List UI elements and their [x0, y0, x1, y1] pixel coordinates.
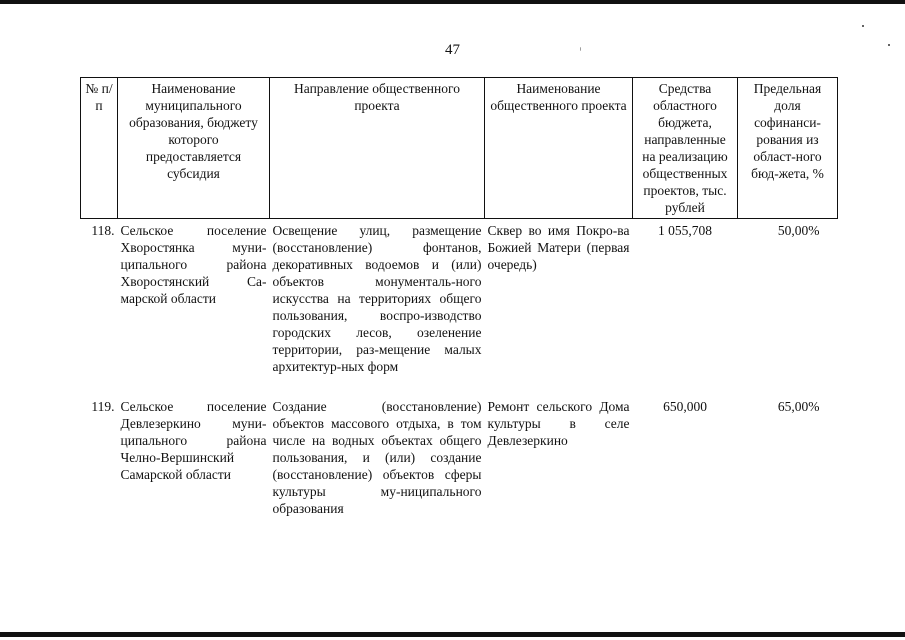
scan-edge-top [0, 0, 905, 4]
table-header-row [81, 78, 838, 219]
row-number: 119. [91, 399, 115, 414]
table-row [81, 395, 838, 537]
row-direction: Создание (восстановление) объектов массового отдыха, в том числе на водных объектах общего пользования, и (или) создание (восстановление) объектов сферы культуры му-ниципального образования [272, 399, 482, 516]
header-funds: Средства областного бюджета, направленные на реализацию общественных проектов, тыс. рублей [633, 78, 738, 219]
header-municipality: Наименование муниципального образования, бюджету которого предоставляется субсидия [118, 78, 270, 219]
table-row [81, 219, 838, 396]
header-project: Наименование общественного проекта [485, 78, 633, 219]
row-share: 65,00% [777, 399, 820, 414]
row-municipality: Сельское поселение Хворостянка муни-ципального района Хворостянский Са-марской области [120, 223, 267, 306]
row-direction: Освещение улиц, размещение (восстановление) фонтанов, декоративных водоемов и (или) объектов монументаль-ного искусства на территориях общего пользования, воспро-изводство городских лесов, озеленение территории, раз-мещение малых архитектур-ных форм [272, 223, 482, 374]
row-funds: 650,000 [663, 399, 707, 414]
subsidy-table [80, 77, 838, 537]
scan-edge-bottom [0, 632, 905, 637]
header-direction: Направление общественного проекта [270, 78, 485, 219]
row-municipality: Сельское поселение Девлезеркино муни-ципального района Челно-Вершинский Самарской области [120, 399, 267, 482]
row-funds: 1 055,708 [658, 223, 712, 238]
row-project: Сквер во имя Покро-ва Божией Матери (первая очередь) [487, 223, 630, 272]
page-number: 47 [445, 42, 460, 58]
row-project: Ремонт сельского Дома культуры в селе Девлезеркино [487, 399, 630, 448]
header-number: № п/п [81, 78, 118, 219]
row-number: 118. [91, 223, 115, 238]
header-share: Предельная доля софинанси-рования из област-ного бюд-жета, % [738, 78, 838, 219]
row-share: 50,00% [777, 223, 820, 238]
scan-speck [862, 25, 864, 27]
